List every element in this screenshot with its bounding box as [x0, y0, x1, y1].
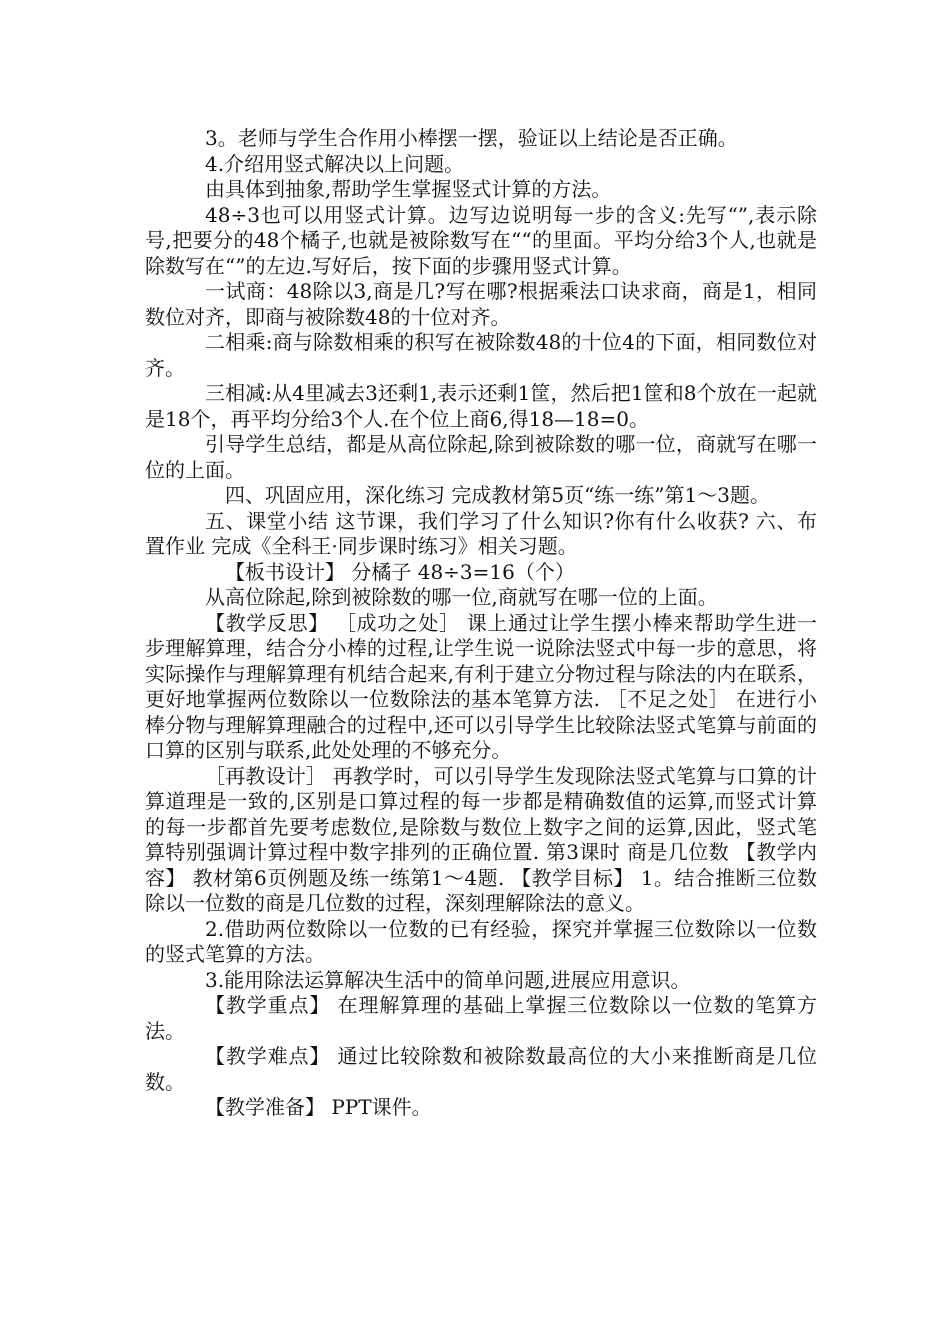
paragraph-difficulty: 【教学难点】 通过比较除数和被除数最高位的大小来推断商是几位数。: [145, 1044, 817, 1094]
document-body: [145, 126, 817, 1121]
paragraph-step-two: 二相乘:商与除数相乘的积写在被除数48的十位4的下面，相同数位对齐。: [145, 330, 817, 380]
paragraph-step-one: 一试商：48除以3,商是几?写在哪?根据乘法口诀求商，商是1，相同数位对齐，即商与被除数48的十位对齐。: [145, 279, 817, 329]
paragraph-rule: 从高位除起,除到被除数的哪一位,商就写在哪一位的上面。: [205, 585, 718, 609]
paragraph-practice: 四、巩固应用，深化练习 完成教材第5页“练一练”第1～3题。: [225, 483, 770, 507]
paragraph-summary-guide: 引导学生总结，都是从高位除起,除到被除数的哪一位，商就写在哪一位的上面。: [145, 432, 817, 482]
paragraph-goal-three: 3.能用除法运算解决生活中的简单问题,进展应用意识。: [205, 967, 691, 992]
paragraph-reflection: 【教学反思】 ［成功之处］ 课上通过让学生摆小棒来帮助学生进一步理解算理，结合分小棒的过程,让学生说一说除法竖式中每一步的意思，将实际操作与理解算理有机结合起来,有利于建立分物过程与除法的内在联系，更好地掌握两位数除以一位数除法的基本笔算方法. ［不足之处］ 在进行小棒分物与理解算理融合的过程中,还可以引导学生比较除法竖式笔算与前面的口算的区别与联系,此处处理的不够充分。: [145, 610, 817, 762]
paragraph-vertical-steps: 48÷3也可以用竖式计算。边写边说明每一步的含义:先写“”,表示除号,把要分的48个橘子,也就是被除数写在““的里面。平均分给3个人,也就是除数写在“”的左边.写好后，按下面的步骤用竖式计算。: [145, 202, 817, 278]
paragraph-redesign: ［再教设计］ 再教学时，可以引导学生发现除法竖式笔算与口算的计算道理是一致的,区别是口算过程的每一步都是精确数值的运算,而竖式计算的每一步都首先要考虑数位,是除数与数位上数字之间的运算,因此，竖式笔算特别强调计算过程中数字排列的正确位置. 第3课时 商是几位数 【教学内容】 教材第6页例题及练一练第1～4题. 【教学目标】 1。结合推断三位数除以一位数的商是几位数的过程，深刻理解除法的意义。: [145, 763, 817, 915]
paragraph-key-point: 【教学重点】 在理解算理的基础上掌握三位数除以一位数的笔算方法。: [145, 993, 817, 1043]
paragraph-vertical-intro: 4.介绍用竖式解决以上问题。: [205, 151, 465, 176]
paragraph-board-design: 【板书设计】 分橘子 48÷3=16（个）: [225, 559, 575, 584]
paragraph-step-three: 三相减:从4里减去3还剩1,表示还剩1筐，然后把1筐和8个放在一起就是18个，再平均分给3个人.在个位上商6,得18—18=0。: [145, 381, 817, 431]
paragraph-verify: 3。老师与学生合作用小棒摆一摆，验证以上结论是否正确。: [205, 126, 738, 150]
paragraph-goal-two: 2.借助两位数除以一位数的已有经验，探究并掌握三位数除以一位数的竖式笔算的方法。: [145, 916, 817, 966]
paragraph-class-summary: 五、课堂小结 这节课，我们学习了什么知识?你有什么收获? 六、布置作业 完成《全科王·同步课时练习》相关习题。: [145, 508, 817, 558]
paragraph-concrete-abstract: 由具体到抽象,帮助学生掌握竖式计算的方法。: [205, 177, 612, 201]
paragraph-preparation: 【教学准备】 PPT课件。: [205, 1095, 432, 1119]
